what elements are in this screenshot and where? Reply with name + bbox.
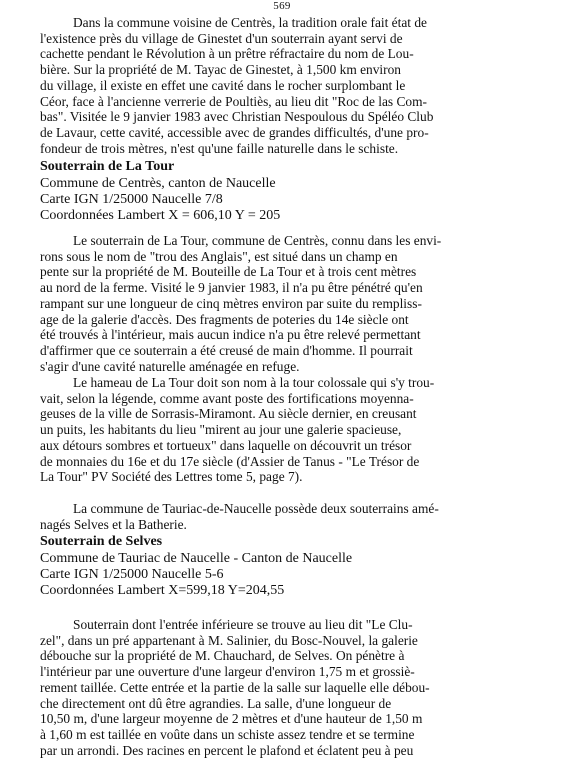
- section-info-la-tour: [40, 176, 502, 225]
- text-line: l'existence près du village de Ginestet d'un souterrain ayant servi de: [40, 30, 403, 46]
- text-line: du village, il existe en effet une cavité dans le rocher surplombant le: [40, 77, 406, 93]
- text-line: été trouvés à l'intérieur, mais aucun indice n'a pu être relevé permettant: [40, 327, 421, 343]
- text-line: Le souterrain de La Tour, commune de Centrès, connu dans les envi-: [73, 233, 442, 248]
- intro-paragraph: [40, 15, 502, 156]
- info-line-coordonnees: Coordonnées Lambert X=599,18 Y=204,55: [40, 583, 285, 599]
- info-line-carte: Carte IGN 1/25000 Naucelle 5-6: [40, 567, 224, 583]
- text-line: débouche sur la propriété de M. Chauchard, de Selves. On pénètre à: [40, 648, 405, 664]
- text-line: che directement ont dû être agrandies. La salle, d'une longueur de: [40, 695, 392, 711]
- text-line: cachette pendant le Révolution à un prêtre réfractaire du nom de Lou-: [40, 46, 414, 62]
- text-line: La Tour" PV Société des Lettres tome 5, page 7).: [40, 469, 303, 485]
- info-line-coordonnees: Coordonnées Lambert X = 606,10 Y = 205: [40, 208, 281, 224]
- text-line: rement taillée. Cette entrée et la partie de la salle sur laquelle elle débou-: [40, 679, 430, 695]
- text-line: vait, selon la légende, comme avant poste des fortifications moyenna-: [40, 390, 414, 406]
- text-line: fondeur de trois mètres, n'est qu'une faille naturelle dans le schiste.: [40, 140, 399, 156]
- info-line-carte: Carte IGN 1/25000 Naucelle 7/8: [40, 192, 223, 208]
- text-line: à 1,60 m est taillée en voûte dans un schiste assez tendre et se termine: [40, 726, 415, 742]
- text-line: Souterrain dont l'entrée inférieure se trouve au lieu dit "Le Clu-: [73, 617, 413, 632]
- text-line: l'intérieur par une ouverture d'une largeur d'environ 1,75 m et grossiè-: [40, 664, 415, 680]
- text-line: Le hameau de La Tour doit son nom à la tour colossale qui s'y trou-: [73, 375, 435, 390]
- info-line-commune: Commune de Tauriac de Naucelle - Canton de Naucelle: [40, 551, 353, 566]
- text-line: bas". Visitée le 9 janvier 1983 avec Christian Nespoulous du Spéléo Club: [40, 109, 434, 125]
- text-line: aux détours sombres et tortueux" dans laquelle on découvrit un trésor: [40, 437, 412, 453]
- text-line: de Lavaur, cette cavité, accessible avec de grandes difficultés, d'une pro-: [40, 124, 429, 140]
- text-line: nagés Selves et la Batherie.: [40, 516, 187, 532]
- text-line: rampant sur une longueur de cinq mètres environ par suite du rempliss-: [40, 295, 422, 311]
- text-line: Dans la commune voisine de Centrès, la tradition orale fait état de: [73, 15, 427, 30]
- text-line: age de la galerie d'accès. Des fragments de poteries du 14e siècle ont: [40, 311, 409, 327]
- text-line: La commune de Tauriac-de-Naucelle possède deux souterrains amé-: [73, 501, 439, 516]
- info-line-commune: Commune de Centrès, canton de Naucelle: [40, 176, 276, 191]
- section-info-selves: [40, 551, 502, 600]
- selves-paragraph-1: [40, 617, 502, 758]
- text-line: s'agir d'une cavité naturelle aménagée en refuge.: [40, 358, 300, 374]
- text-line: au nord de la ferme. Visité le 9 janvier 1983, il n'a pu être pénétré qu'en: [40, 280, 423, 296]
- text-line: Céor, face à l'ancienne verrerie de Poultiès, au lieu dit "Roc de las Com-: [40, 93, 427, 109]
- text-line: 10,50 m, d'une largeur moyenne de 2 mètres et d'une hauteur de 1,50 m: [40, 711, 423, 727]
- text-line: rons sous le nom de "trou des Anglais", est situé dans un champ en: [40, 248, 398, 264]
- la-tour-paragraph-2: [40, 375, 502, 485]
- section-title-selves: Souterrain de Selves: [40, 534, 163, 549]
- la-tour-paragraph-3: [40, 501, 502, 532]
- text-line: par un arrondi. Des racines en percent le plafond et éclatent peu à peu: [40, 742, 414, 758]
- text-line: de monnaies du 16e et du 17e siècle (d'Assier de Tanus - "Le Trésor de: [40, 453, 420, 469]
- text-line: geuses de la ville de Sorrasis-Miramont. Au siècle dernier, en creusant: [40, 406, 417, 422]
- text-line: un puits, les habitants du lieu "mirent au jour une galerie spacieuse,: [40, 422, 402, 438]
- section-title-la-tour: Souterrain de La Tour: [40, 159, 175, 174]
- text-line: d'affirmer que ce souterrain a été creusé de main d'homme. Il pourrait: [40, 342, 413, 358]
- page-number: 569: [273, 0, 291, 12]
- text-line: pente sur la propriété de M. Bouteille de La Tour et à trois cent mètres: [40, 264, 417, 280]
- text-line: zel", dans un pré appartenant à M. Salinier, du Bosc-Nouvel, la galerie: [40, 632, 418, 648]
- text-line: bière. Sur la propriété de M. Tayac de Ginestet, à 1,500 km environ: [40, 62, 401, 78]
- la-tour-paragraph-1: [40, 233, 502, 374]
